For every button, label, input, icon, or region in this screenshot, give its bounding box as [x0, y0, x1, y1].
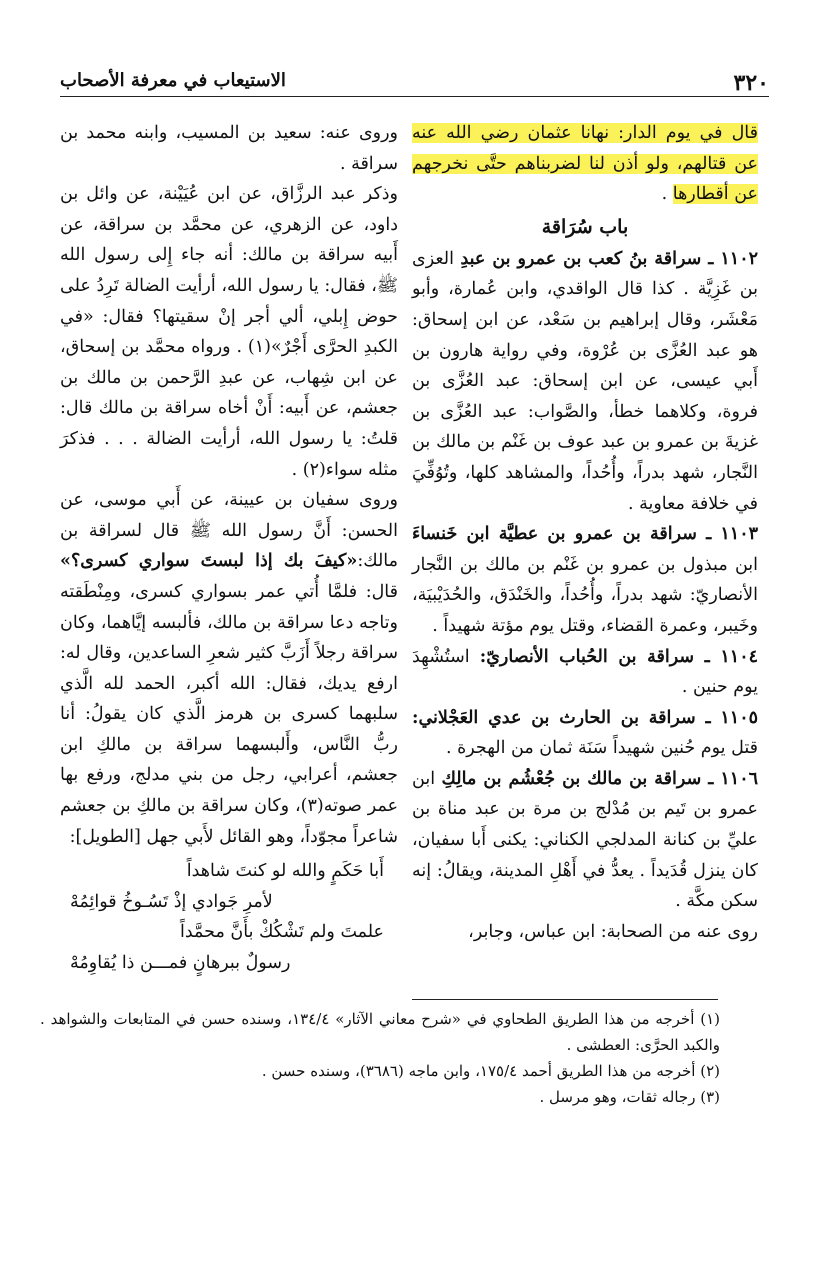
poem-hemistich-2: لأمرِ جَوادي إذْ تَسُـوخُ قوائِمُهْ [70, 891, 273, 912]
entry-body: ابن عمرو بن تَيم بن مُدْلج بن مرة بن عبد مناة بن عليِّ بن كنانة المدلجي الكناني: يكنى أَبا سفيان، كان ينزل قُدَيداً . يعدُّ في أَهْلِ المدينة، ويقالُ: إنه سكن مكَّة . [412, 768, 758, 912]
footnotes [40, 1006, 720, 1110]
poem-hemistich-1: أَبا حَكَمٍ والله لو كنتَ شاهداً [186, 861, 384, 882]
entry-body: ابن مبذول بن عمرو بن غَنْم بن مالك بن النَّجار الأنصاريّ: شهد بدراً، وأُحُداً، والخَنْدَق، والحُدَيْبيَة، وخَيبر، وعمرة القضاء، وقتل يوم مؤتة شهيداً . [412, 554, 758, 636]
poem-line [60, 887, 398, 918]
page-header [60, 66, 769, 97]
poem-hemistich-3: علمتَ ولم تَشْكُكْ بأَنَّ محمَّداً [179, 922, 384, 943]
prophetic-quote: «كيفَ بك إذا لبستَ سواري كسرى؟» [60, 551, 358, 572]
entry-1103 [412, 519, 758, 641]
entry-1105 [412, 703, 758, 764]
left-column [60, 118, 398, 979]
poem-line [60, 948, 398, 979]
section-heading: باب سُرَاقة [541, 215, 629, 238]
footnote-divider [412, 999, 718, 1000]
footnote-1: (١) أخرجه من هذا الطريق الطحاوي في «شرح معاني الآثار» ١٣٤/٤، وسنده حسن في المتابعات والشواهد . والكبد الحرَّى: العطشى . [40, 1010, 720, 1054]
entry-head: ١١٠٤ ـ سراقة بن الحُباب الأنصاريّ: [479, 646, 759, 667]
highlight-mark: قال في يوم الدار: نهانا عثمان رضي الله عنه عن قتالهم، ولو أذن لنا لضربناهم حتَّى نخرجهم عن أقطارها [412, 123, 758, 205]
entry-head: ١١٠٦ ـ سراقة بن مالك بن جُعْشُم بن مالِكِ [441, 768, 758, 789]
entry-head: ١١٠٥ ـ سراقة بن الحارث بن عدي العَجْلاني: [412, 707, 758, 728]
closing-line: روى عنه من الصحابة: ابن عباس، وجابر، [468, 921, 758, 942]
footnote-2: (٢) أخرجه من هذا الطريق أحمد ١٧٥/٤، وابن ماجه (٣٦٨٦)، وسنده حسن . [261, 1062, 720, 1080]
footnote-3: (٣) رجاله ثقات، وهو مرسل . [539, 1088, 720, 1106]
page-number: ٣٢٠ [733, 70, 769, 96]
entry-body: العزى بن غَزِيَّة . كذا قال الواقدي، وابن عُمارة، وأبو مَعْشَر، وقال إبراهيم بن سَعْد، عن ابن إسحاق: هو عبد العُزَّى بن عُرْوة، وفي رواية هارون بن أَبي عيسى، عن ابن إسحاق: عبد العُزَّى بن فروة، وكلاهما خطأ، والصَّواب: عبد العُزَّى بن غزيةَ بن عمرو بن عبد عوف بن غَنْم بن مالك بن النَّجار، شهد بدراً، وأُحُداً، والمشاهد كلها، وتُوُفِّيَ في خلافة معاوية . [412, 248, 758, 514]
poem-hemistich-4: رسولٌ ببرهانٍ فمـــن ذا يُقاوِمُهْ [70, 953, 291, 974]
right-column [412, 118, 758, 947]
running-title: الاستيعاب في معرفة الأصحاب [60, 70, 286, 91]
poem-line [60, 917, 398, 948]
paragraph-narrators: وروى عنه: سعيد بن المسيب، وابنه محمد بن سراقة . [60, 123, 398, 174]
entry-1106 [412, 764, 758, 917]
highlighted-passage: قال في يوم الدار: نهانا عثمان رضي الله عنه عن قتالهم، ولو أذن لنا لضربناهم حتَّى نخرجهم عن أقطارها . [412, 123, 758, 205]
entry-body: استُشْهِدَ يوم حنين . [412, 646, 758, 698]
entry-1104 [412, 642, 758, 703]
entry-head: ١١٠٣ ـ سراقة بن عمرو بن عطيَّة ابن خَنساءَ [412, 524, 758, 545]
entry-body: قتل يوم حُنين شهيداً سَنَة ثمان من الهجرة . [445, 738, 758, 759]
entry-head: ١١٠٢ ـ سراقة بنُ كعب بن عمرو بن عبدِ [460, 248, 758, 269]
poem [60, 856, 398, 978]
paragraph-hadith-1: وذكر عبد الرزَّاق، عن ابن عُيَيْنة، عن وائل بن داود، عن الزهري، عن محمَّد بن سراقة، عن أَبيه سراقة بن مالك: أنه جاء إِلى رسول الله ﷺ، فقال: يا رسول الله، أرأيت الضالة تَرِدُ على حوض إِبلي، ألي أجر إنْ سقيتها؟ فقال: «في الكبدِ الحرَّى أَجْرٌ»(١) . ورواه محمَّد بن إسحاق، عن ابن شِهاب، عن عبدِ الرَّحمن بن مالك بن جعشم، عن أَبيه: أَنْ أخاه سراقة بن مالك قال: قلتُ: يا رسول الله، أرأيت الضالة . . . فذكرَ مثله سواء(٢) . [60, 184, 398, 480]
entry-1102 [412, 244, 758, 519]
paragraph-hadith-2: وروى سفيان بن عيينة، عن أَبي موسى، عن الحسن: أَنَّ رسول الله ﷺ قال لسراقة بن مالك:«كيفَ بك إذا لبستَ سواري كسرى؟» قال: فلمَّا أُتي عمر بسواري كسرى، ومِنْطَقته وتاجه دعا سراقة بن مالك، فألبسه إيَّاهما، وكان سراقة رجلاً أَزَبَّ كثير شعرِ الساعدين، وقال له: ارفع يديك، فقال: الله أكبر، الحمد لله الَّذي سلبهما كسرى بن هرمز الَّذي كان يقولُ: أنا ربُّ النَّاس، وأَلبسهما سراقة بن مالكِ ابن جعشم، أعرابي، رجل من بني مدلج، ورفع بها عمر صوته(٣)، وكان سراقة بن مالكِ بن جعشم شاعراً مجوّداً، وهو القائل لأَبي جهل [الطويل]: [60, 490, 399, 847]
poem-line [60, 856, 398, 887]
